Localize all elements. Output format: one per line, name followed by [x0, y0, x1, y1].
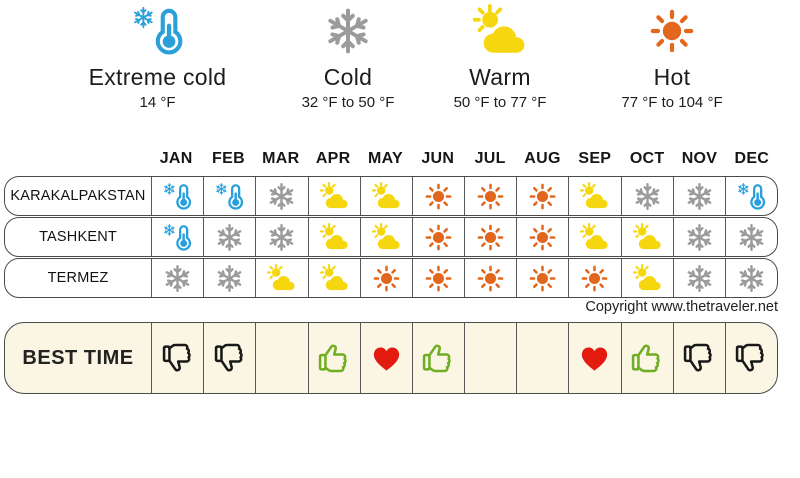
legend-label: Warm: [469, 64, 531, 90]
weather-cell: [725, 218, 777, 256]
month-label: MAY: [367, 150, 403, 167]
weather-cell: [308, 259, 360, 297]
snowflake-icon: [215, 264, 244, 293]
sun-icon: [528, 223, 557, 252]
weather-cell: [568, 259, 620, 297]
weather-cell: [725, 177, 777, 215]
months-header: [150, 150, 778, 168]
sun-icon: [476, 182, 505, 211]
legend-range: 50 °F to 77 °F: [453, 94, 547, 111]
month-label: FEB: [212, 150, 245, 167]
weather-cell: [464, 259, 516, 297]
month-label: JUL: [474, 150, 506, 167]
thumbs-down-icon: [211, 339, 249, 377]
sun-icon: [528, 264, 557, 293]
sun-cloud-icon: [633, 223, 662, 252]
best-time-cell: [725, 323, 777, 393]
month-label: JAN: [159, 150, 193, 167]
sun-icon: [424, 182, 453, 211]
legend-item-extreme-cold: [55, 2, 260, 111]
month-label: AUG: [524, 150, 561, 167]
sun-cloud-icon: [320, 182, 349, 211]
weather-cell: [516, 218, 568, 256]
weather-cell: [151, 177, 203, 215]
weather-cell: [308, 218, 360, 256]
weather-cell: [464, 218, 516, 256]
best-time-bar: [4, 322, 778, 394]
extreme-cold-icon: [163, 182, 192, 211]
weather-cell: [151, 259, 203, 297]
legend-label: Hot: [653, 64, 691, 90]
heart-icon: [578, 342, 611, 375]
weather-cell: [412, 218, 464, 256]
best-time-cell: [255, 323, 307, 393]
weather-cell: [516, 177, 568, 215]
weather-cell: [360, 218, 412, 256]
best-time-cell: [412, 323, 464, 393]
sun-icon: [424, 264, 453, 293]
extreme-cold-icon: [55, 2, 260, 60]
sun-cloud-icon: [580, 223, 609, 252]
weather-cell: [673, 218, 725, 256]
weather-cell: [412, 259, 464, 297]
weather-cell: [621, 218, 673, 256]
sun-cloud-icon: [320, 264, 349, 293]
region-row: [4, 258, 778, 298]
weather-cell: [255, 177, 307, 215]
weather-cell: [255, 218, 307, 256]
snowflake-icon: [685, 182, 714, 211]
extreme-cold-icon: [737, 182, 766, 211]
legend-label: Extreme cold: [88, 64, 227, 90]
sun-icon: [476, 223, 505, 252]
snowflake-icon: [737, 264, 766, 293]
weather-cell: [621, 177, 673, 215]
sun-icon: [372, 264, 401, 293]
thumbs-down-icon: [732, 339, 770, 377]
best-time-cell: [516, 323, 568, 393]
sun-icon: [476, 264, 505, 293]
weather-cell: [673, 259, 725, 297]
snowflake-icon: [267, 182, 296, 211]
best-time-cell: [151, 323, 203, 393]
extreme-cold-icon: [163, 223, 192, 252]
sun-cloud-icon: [410, 2, 590, 60]
snowflake-icon: [267, 223, 296, 252]
sun-cloud-icon: [372, 182, 401, 211]
copyright-text: Copyright www.thetraveler.net: [585, 299, 778, 315]
month-label: MAR: [262, 150, 300, 167]
best-time-cell: [621, 323, 673, 393]
weather-cell: [621, 259, 673, 297]
weather-cell: [203, 218, 255, 256]
heart-icon: [370, 342, 403, 375]
weather-cell: [203, 177, 255, 215]
weather-cell: [516, 259, 568, 297]
sun-icon: [582, 2, 762, 60]
thumbs-up-icon: [628, 339, 666, 377]
region-label: KARAKALPAKSTAN: [10, 188, 146, 204]
legend-range: 32 °F to 50 °F: [301, 94, 395, 111]
region-row: [4, 176, 778, 216]
best-time-cell: [673, 323, 725, 393]
legend-item-hot: [582, 2, 762, 111]
month-label: NOV: [681, 150, 718, 167]
thumbs-up-icon: [419, 339, 457, 377]
snowflake-icon: [215, 223, 244, 252]
sun-cloud-icon: [320, 223, 349, 252]
weather-cell: [725, 259, 777, 297]
sun-cloud-icon: [372, 223, 401, 252]
best-time-label: BEST TIME: [22, 346, 134, 369]
sun-icon: [580, 264, 609, 293]
best-time-cell: [308, 323, 360, 393]
month-label: JUN: [421, 150, 455, 167]
weather-cell: [673, 177, 725, 215]
thumbs-down-icon: [159, 339, 197, 377]
sun-cloud-icon: [267, 264, 296, 293]
sun-icon: [424, 223, 453, 252]
legend-label: Cold: [323, 64, 373, 90]
weather-cell: [360, 177, 412, 215]
thumbs-down-icon: [680, 339, 718, 377]
snowflake-icon: [163, 264, 192, 293]
thumbs-up-icon: [315, 339, 353, 377]
month-label: DEC: [734, 150, 770, 167]
legend-range: 14 °F: [139, 94, 176, 111]
sun-icon: [528, 182, 557, 211]
weather-cell: [412, 177, 464, 215]
snowflake-icon: [737, 223, 766, 252]
sun-cloud-icon: [633, 264, 662, 293]
weather-cell: [151, 218, 203, 256]
weather-cell: [568, 218, 620, 256]
region-row: [4, 217, 778, 257]
extreme-cold-icon: [215, 182, 244, 211]
weather-cell: [255, 259, 307, 297]
snowflake-icon: [633, 182, 662, 211]
best-time-cell: [360, 323, 412, 393]
region-label: TASHKENT: [39, 229, 117, 245]
legend-item-warm: [410, 2, 590, 111]
best-time-cell: [568, 323, 620, 393]
month-label: OCT: [629, 150, 665, 167]
weather-cell: [203, 259, 255, 297]
weather-cell: [308, 177, 360, 215]
best-time-cell: [464, 323, 516, 393]
region-label: TERMEZ: [47, 270, 109, 286]
weather-cell: [464, 177, 516, 215]
weather-cell: [568, 177, 620, 215]
best-time-cell: [203, 323, 255, 393]
snowflake-icon: [685, 223, 714, 252]
month-label: SEP: [578, 150, 612, 167]
month-label: APR: [315, 150, 351, 167]
legend-range: 77 °F to 104 °F: [621, 94, 723, 111]
weather-cell: [360, 259, 412, 297]
snowflake-icon: [685, 264, 714, 293]
sun-cloud-icon: [580, 182, 609, 211]
